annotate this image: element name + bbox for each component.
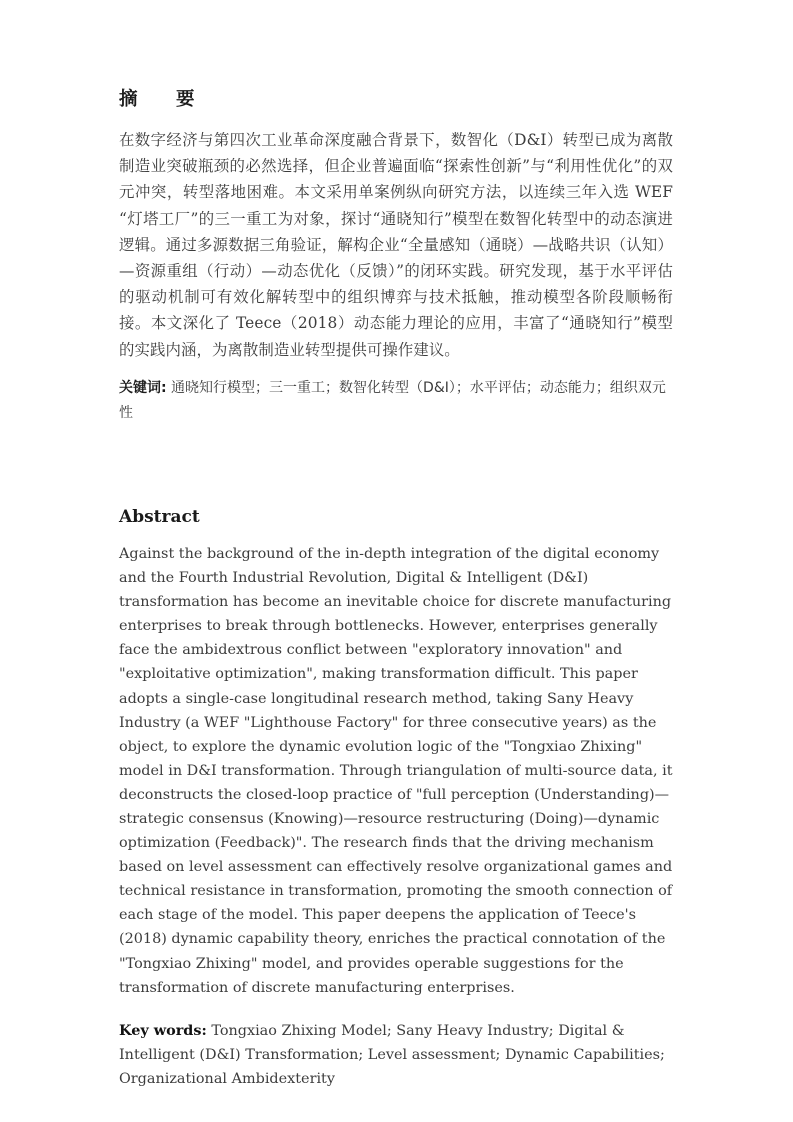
page-content [119, 88, 673, 1091]
chinese-abstract-section [119, 88, 673, 426]
chinese-abstract-body: 在数字经济与第四次工业革命深度融合背景下，数智化（D&I）转型已成为离散制造业突破瓶颈的必然选择，但企业普遍面临“探索性创新”与“利用性优化”的双元冲突，转型落地困难。本文采用单案例纵向研究方法，以连续三年入选 WEF “灯塔工厂”的三一重工为对象，探讨“通晓知行”模型在数智化转型中的动态演进逻辑。通过多源数据三角验证，解构企业“全量感知（通晓）—战略共识（认知）—资源重组（行动）—动态优化（反馈）”的闭环实践。研究发现，基于水平评估的驱动机制可有效化解转型中的组织博弈与技术抵触，推动模型各阶段顺畅衔接。本文深化了 Teece（2018）动态能力理论的应用，丰富了“通晓知行”模型的实践内涵，为离散制造业转型提供可操作建议。 [119, 131, 673, 359]
english-abstract-section [119, 506, 673, 1091]
chinese-keywords-label: 关键词: [119, 379, 167, 396]
english-keywords-value: Tongxiao Zhixing Model; Sany Heavy Industry; Digital & Intelligent (D&I) Transformation; Level assessment; Dynamic Capabilities; Organizational Ambidexterity [119, 1022, 665, 1087]
chinese-abstract-heading: 摘 要 [119, 89, 196, 110]
english-keywords-line [119, 1019, 673, 1091]
chinese-keywords-line [119, 376, 673, 426]
english-abstract-body: Against the background of the in-depth integration of the digital economy and the Fourth Industrial Revolution, Digital & Intelligent (D&I) transformation has become an inevitable choice for discrete manufacturing enterprises to break through bottlenecks. However, enterprises generally face the ambidextrous conflict between "exploratory innovation" and "exploitative optimization", making transformation difficult. This paper adopts a single-case longitudinal research method, taking Sany Heavy Industry (a WEF "Lighthouse Factory" for three consecutive years) as the object, to explore the dynamic evolution logic of the "Tongxiao Zhixing" model in D&I transformation. Through triangulation of multi-source data, it deconstructs the closed-loop practice of "full perception (Understanding)—strategic consensus (Knowing)—resource restructuring (Doing)—dynamic optimization (Feedback)". The research finds that the driving mechanism based on level assessment can effectively resolve organizational games and technical resistance in transformation, promoting the smooth connection of each stage of the model. This paper deepens the application of Teece's (2018) dynamic capability theory, enriches the practical connotation of the "Tongxiao Zhixing" model, and provides operable suggestions for the transformation of discrete manufacturing enterprises. [119, 545, 673, 996]
english-keywords-label: Key words: [119, 1021, 207, 1039]
chinese-keywords-value: 通晓知行模型；三一重工；数智化转型（D&I）；水平评估；动态能力；组织双元性 [119, 379, 666, 421]
english-abstract-heading: Abstract [119, 506, 200, 527]
